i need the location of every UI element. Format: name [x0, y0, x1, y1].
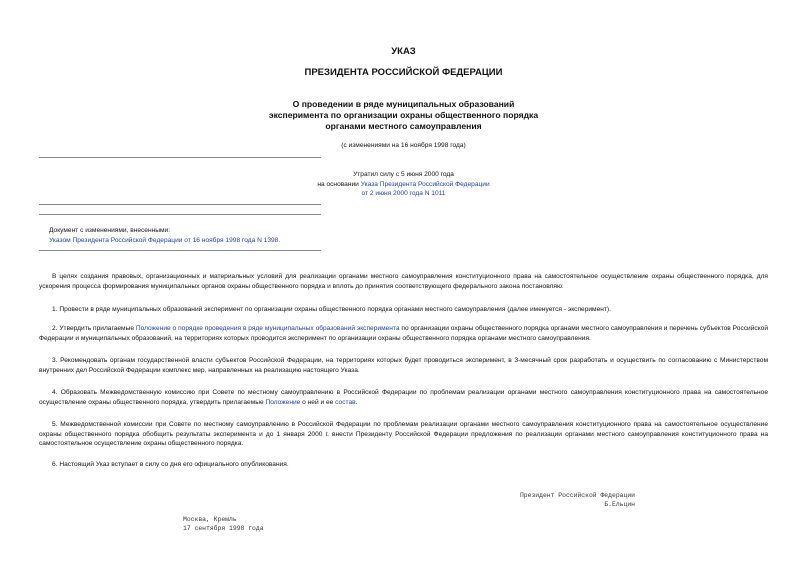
paragraph-4: [39, 388, 768, 407]
paragraph-3-wrap: [39, 356, 768, 375]
intro-paragraph: В целях создания правовых, организационных и материальных условий для реализации органами местного самоуправления конституционного права на самостоятельное осуществление охраны общественного порядка, для ускорения процесса формирования муниципальных органов охраны общественного порядка и вплоть до принятия соответствующего федерального закона постановляю:: [39, 273, 768, 290]
amendments-block: [49, 226, 280, 245]
divider: [39, 204, 321, 205]
paragraph-2-wrap: [39, 324, 768, 343]
paragraph-4-text-mid: о ней и ее: [300, 398, 336, 406]
signature-title: Президент Российской Федерации: [519, 492, 635, 499]
status-prefix: на основании: [317, 180, 361, 188]
issuer-heading: ПРЕЗИДЕНТА РОССИЙСКОЙ ФЕДЕРАЦИИ: [304, 67, 503, 78]
paragraph-4-text-end: .: [355, 398, 358, 406]
divider: [39, 214, 321, 215]
paragraph-5-wrap: [39, 420, 768, 449]
signature-name: Б.Ельцин: [604, 501, 635, 508]
status-block: [0, 170, 807, 199]
amendment-decree-link[interactable]: Указом Президента Российской Федерации от 16 ноября 1998 года N 1398.: [49, 236, 281, 244]
paragraph-6-wrap: [39, 460, 768, 470]
commission-regulation-link[interactable]: Положение: [265, 398, 301, 406]
document-title: [0, 99, 807, 132]
status-line-1: Утратил силу с 5 июня 2000 года: [353, 171, 454, 178]
status-line-2: [0, 180, 807, 190]
signature-block: [520, 491, 635, 509]
paragraph-5: 5. Межведомственной комиссии при Совете по местному самоуправлению в Российской Федерации по проблемам реализации органами местного самоуправления конституционного права на самостоятельное осуществление охраны общественного порядка обобщить результаты эксперимента и до 1 января 2000 г. внести Президенту Российской Федерации предложения по реализации органами местного самоуправления конституционного права на самостоятельное осуществление охраны общественного порядка.: [39, 421, 768, 448]
commission-composition-link[interactable]: состав: [335, 398, 356, 406]
amendments-label: Документ с изменениями, внесенными:: [49, 227, 171, 234]
document-title-line-3: органами местного самоуправления: [325, 121, 482, 131]
regulation-link[interactable]: Положение о порядке проведения в ряде муниципальных образований эксперимента: [135, 325, 400, 332]
date: 17 сентября 1998 года: [183, 525, 264, 532]
repeal-decree-date-link[interactable]: от 2 июня 2000 года N 1011: [361, 190, 446, 197]
document-body: [39, 272, 768, 291]
place-date-block: [183, 515, 264, 533]
paragraph-1: 1. Провести в ряде муниципальных образований эксперимент по организации охраны общественного порядка органами местного самоуправления (далее именуется - эксперимент).: [52, 306, 611, 313]
place: Москва, Кремль: [183, 516, 237, 523]
paragraph-6: 6. Настоящий Указ вступает в силу со дня его официального опубликования.: [52, 461, 289, 468]
document-title-line-1: О проведении в ряде муниципальных образований: [292, 99, 515, 109]
document-title-line-2: эксперимента по организации охраны общественного порядка: [268, 110, 539, 120]
paragraph-1-wrap: [39, 305, 768, 315]
paragraph-3: 3. Рекомендовать органам государственной власти субъектов Российской Федерации, на территориях которых будет проводиться эксперимент, в 3-месячный срок разработать и осуществить по согласованию с Министерством внутренних дел Российской Федерации комплекс мер, направленных на реализацию настоящего Указа.: [39, 357, 768, 374]
paragraph-2-text-a: 2. Утвердить прилагаемые: [52, 325, 136, 332]
repeal-decree-link[interactable]: Указа Президента Российской Федерации: [360, 180, 490, 188]
divider: [39, 157, 321, 158]
paragraph-2-text-b: по организации охраны общественного порядка органами местного самоуправления и перечень субъектов Российской Федерации и муниципальных образований, на территориях которых проводится эксперимент по организации охраны общественного порядка органами местного самоуправления.: [39, 325, 769, 342]
divider: [39, 250, 321, 251]
paragraph-4-text-a: 4. Образовать Межведомственную комиссию при Совете по местному самоуправлению в Российской Федерации по проблемам реализации органами местного самоуправления конституционного права на самостоятельное осуществление охраны общественного порядка, утвердить прилагаемые: [39, 389, 768, 406]
paragraph-2: [39, 324, 768, 343]
paragraph-4-wrap: [39, 388, 768, 407]
decree-heading: УКАЗ: [391, 46, 416, 57]
changes-note: (с изменениями на 16 ноября 1998 года): [341, 142, 466, 149]
